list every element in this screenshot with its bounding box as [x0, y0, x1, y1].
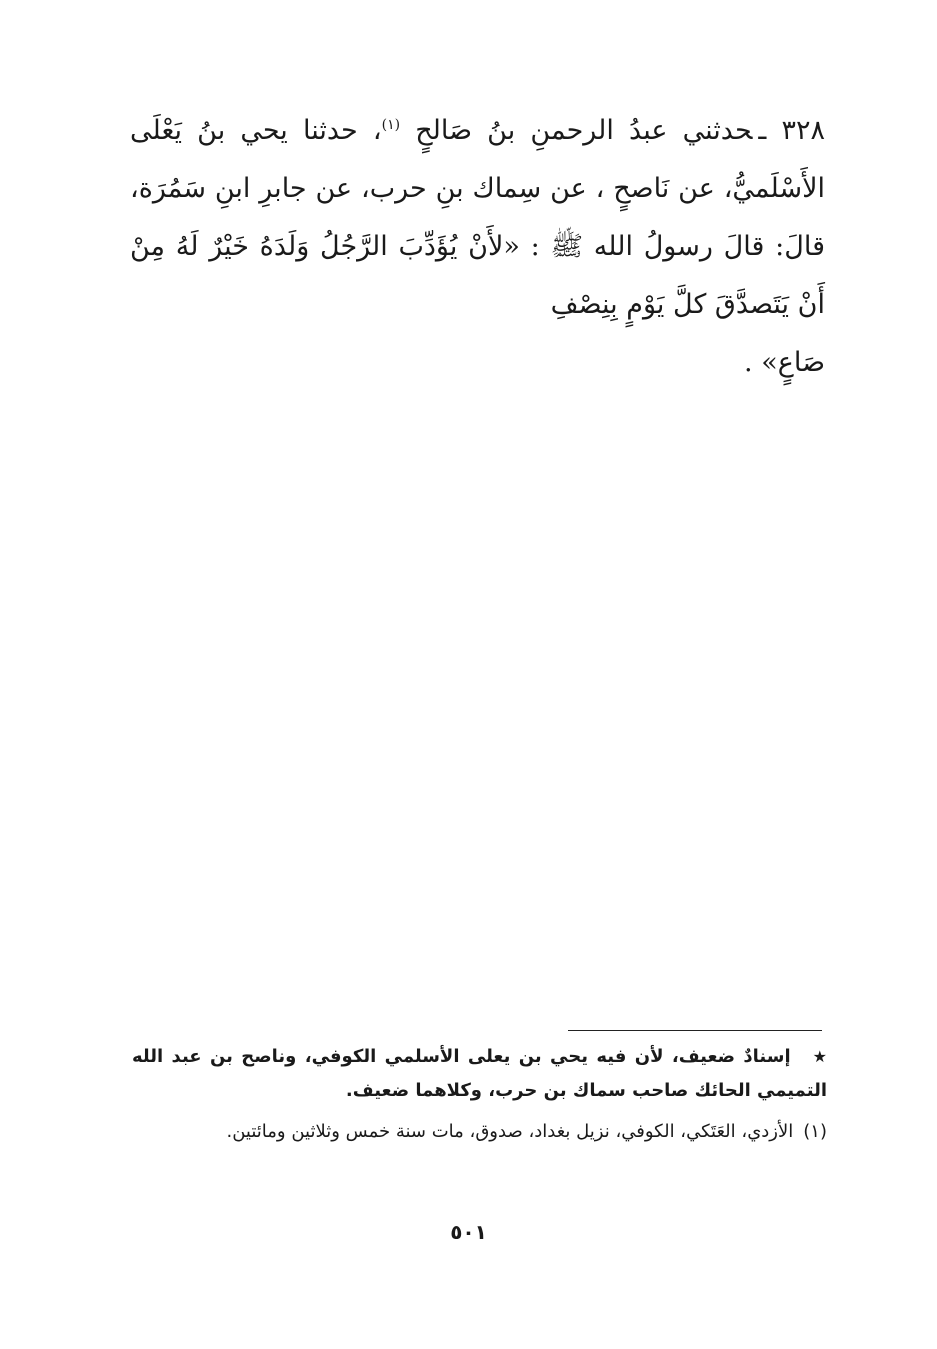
page-number: ٥٠١: [450, 1220, 487, 1244]
star-icon: ★: [812, 1047, 827, 1066]
footnote-1: [132, 1114, 827, 1150]
footnote-divider: [568, 1030, 822, 1031]
hadith-last-line: صَاعٍ» .: [744, 347, 825, 378]
footnote-1-text: الأزدي، العَتَكي، الكوفي، نزيل بغداد، صدوق، مات سنة خمس وثلاثين ومائتين.: [226, 1121, 794, 1142]
footnote-marker: (١): [381, 117, 401, 133]
hadith-number: ٣٢٨ ـ: [758, 115, 825, 146]
hadith-isnad-start: حدثني عبدُ الرحمنِ بنُ صَالحٍ: [415, 115, 753, 146]
hadith-body: ، حدثنا يحي بنُ يَعْلَى الأَسْلَميُّ، عن نَاصحٍ ، عن سِماك بنِ حرب، عن جابرِ ابنِ سَمُرَة، قالَ: قالَ رسولُ الله ﷺ : «لأَنْ يُؤَدِّبَ الرَّجُلُ وَلَدَهُ خَيْرٌ لَهُ مِنْ أَنْ يَتَصدَّقَ كلَّ يَوْمٍ بِنِصْفِ: [130, 115, 825, 320]
takhrij-text: إسنادٌ ضعيف، لأن فيه يحي بن يعلى الأسلمي الكوفي، وناصح بن عبد الله التميمي الحائك صاحب سماك بن حرب، وكلاهما ضعيف.: [132, 1046, 827, 1101]
takhrij-note: [132, 1040, 827, 1108]
hadith-text: [130, 102, 825, 392]
footnote-1-marker: (١): [803, 1121, 827, 1142]
